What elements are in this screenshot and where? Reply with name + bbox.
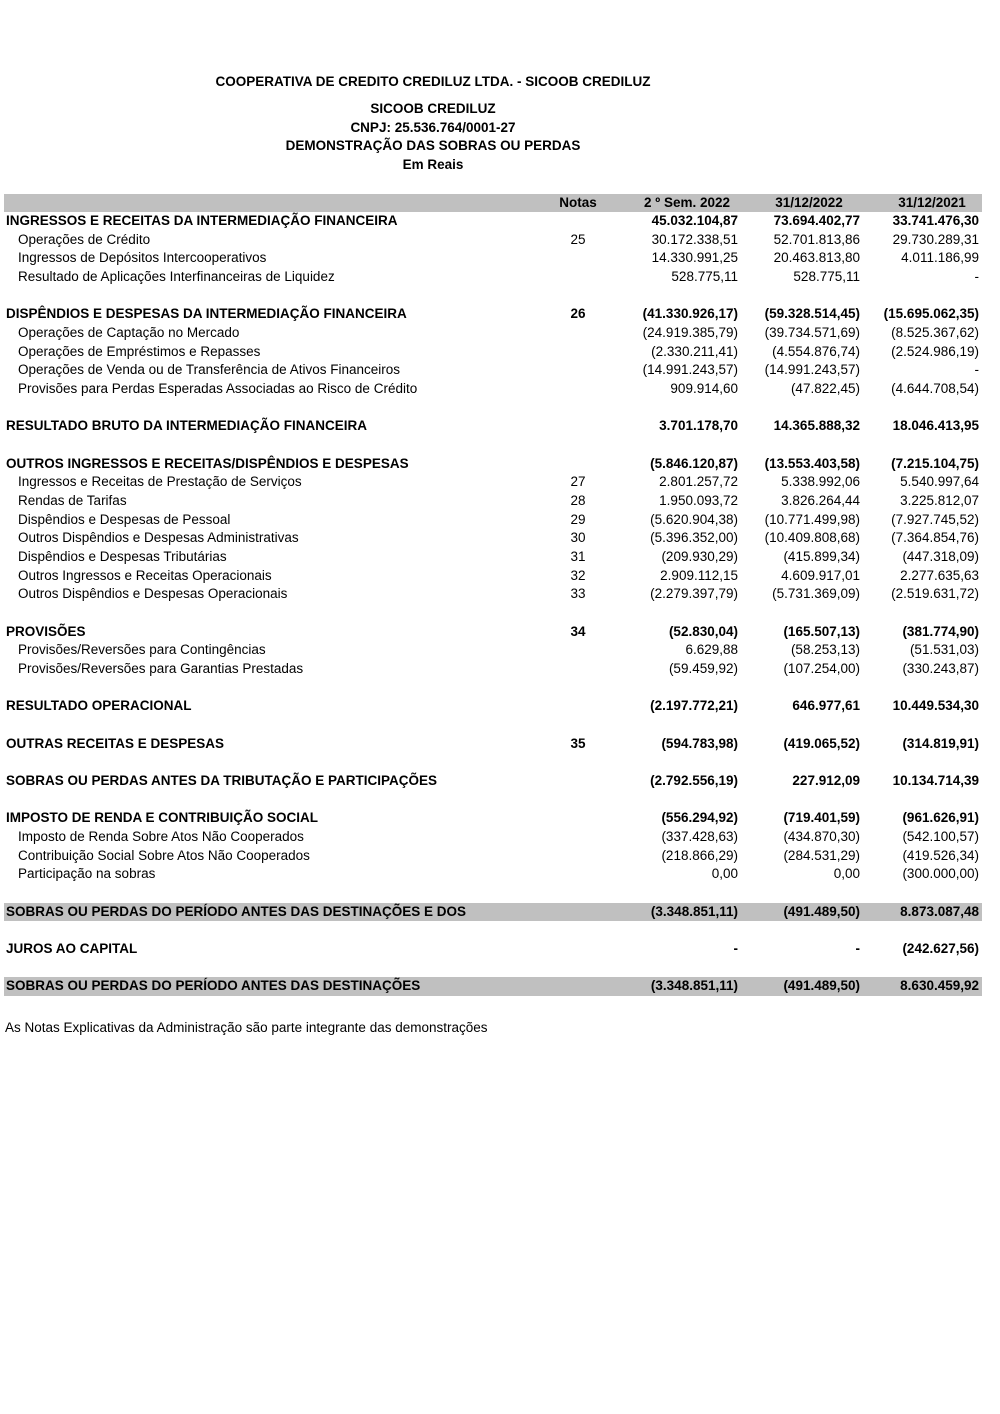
section-row: [4, 305, 982, 324]
table-row: [4, 361, 982, 380]
value-2022: (10.771.499,98): [764, 511, 860, 527]
value-2022: (284.531,29): [783, 847, 860, 863]
row-label: OUTROS INGRESSOS E RECEITAS/DISPÊNDIOS E DESPESAS: [6, 455, 409, 471]
value-2021: (542.100,57): [902, 828, 979, 844]
footer-note: As Notas Explicativas da Administração são parte integrante das demonstrações: [5, 1020, 488, 1035]
value-2021: (330.243,87): [902, 661, 979, 677]
table-row: [4, 529, 982, 548]
row-label: Resultado de Aplicações Interfinanceiras de Liquidez: [18, 269, 335, 285]
value-2sem-2022: 1.950.093,72: [659, 493, 738, 509]
value-2022: (434.870,30): [783, 828, 860, 844]
value-2sem-2022: 3.701.178,70: [659, 418, 738, 434]
column-header-notas: Notas: [559, 195, 597, 210]
value-2022: (47.822,45): [790, 381, 860, 397]
value-2022: 4.609.917,01: [781, 567, 860, 583]
row-label: Provisões/Reversões para Garantias Prestadas: [18, 661, 304, 677]
value-2021: (51.531,03): [909, 642, 979, 658]
row-label: SOBRAS OU PERDAS ANTES DA TRIBUTAÇÃO E PARTICIPAÇÕES: [6, 772, 438, 788]
value-2021: 8.630.459,92: [900, 978, 979, 994]
row-label: Operações de Captação no Mercado: [18, 325, 240, 341]
value-2sem-2022: (5.846.120,87): [650, 455, 738, 471]
value-2sem-2022: (2.279.397,79): [650, 586, 738, 602]
row-label: Outros Dispêndios e Despesas Operacionais: [18, 586, 288, 602]
table-row: [4, 268, 982, 287]
section-row: [4, 417, 982, 436]
short-name: SICOOB CREDILUZ: [370, 101, 496, 116]
row-label: Provisões/Reversões para Contingências: [18, 642, 266, 658]
value-2021: (314.819,91): [902, 735, 979, 751]
value-2021: 5.540.997,64: [900, 474, 979, 490]
value-2021: (961.626,91): [902, 810, 979, 826]
value-2022: (415.899,34): [783, 549, 860, 565]
value-2sem-2022: 2.801.257,72: [659, 474, 738, 490]
currency-label: Em Reais: [402, 157, 464, 172]
row-label: JUROS AO CAPITAL: [6, 940, 138, 956]
value-2sem-2022: 6.629,88: [685, 642, 738, 658]
value-2022: 73.694.402,77: [773, 213, 860, 228]
value-2021: 2.277.635,63: [900, 567, 979, 583]
value-2021: (4.644.708,54): [891, 381, 979, 397]
value-2022: (39.734.571,69): [764, 325, 860, 341]
row-nota: 34: [570, 623, 586, 639]
statement-title: DEMONSTRAÇÃO DAS SOBRAS OU PERDAS: [285, 138, 581, 153]
value-2022: (4.554.876,74): [772, 343, 860, 359]
value-2sem-2022: (14.991.243,57): [642, 362, 738, 378]
row-label: Outros Ingressos e Receitas Operacionais: [18, 567, 272, 583]
total-row: [4, 977, 982, 996]
value-2021: 18.046.413,95: [892, 418, 979, 434]
table-row: [4, 231, 982, 250]
value-2sem-2022: 45.032.104,87: [651, 213, 738, 228]
section-row: [4, 940, 982, 959]
value-2022: (491.489,50): [783, 978, 860, 994]
row-label: Imposto de Renda Sobre Atos Não Cooperados: [18, 828, 304, 844]
row-spacer: [4, 753, 982, 772]
row-label: Operações de Empréstimos e Repasses: [18, 343, 261, 359]
company-name: COOPERATIVA DE CREDITO CREDILUZ LTDA. - SICOOB CREDILUZ: [215, 74, 651, 89]
table-row: [4, 473, 982, 492]
value-2021: 4.011.186,99: [901, 250, 979, 266]
table-row: [4, 343, 982, 362]
section-row: [4, 697, 982, 716]
row-label: INGRESSOS E RECEITAS DA INTERMEDIAÇÃO FINANCEIRA: [6, 213, 398, 228]
value-2021: (447.318,09): [902, 549, 979, 565]
section-row: [4, 809, 982, 828]
value-2021: (419.526,34): [902, 847, 979, 863]
value-2sem-2022: (59.459,92): [668, 661, 738, 677]
row-nota: 35: [570, 735, 586, 751]
value-2022: 3.826.264,44: [781, 493, 860, 509]
value-2022: (419.065,52): [783, 735, 860, 751]
column-header-2021: 31/12/2021: [898, 195, 966, 210]
section-row: [4, 623, 982, 642]
value-2022: (165.507,13): [783, 623, 860, 639]
value-2022: -: [855, 940, 860, 956]
value-2sem-2022: 30.172.338,51: [651, 231, 738, 247]
row-spacer: [4, 884, 982, 903]
section-row: [4, 455, 982, 474]
value-2sem-2022: (594.783,98): [661, 735, 738, 751]
value-2sem-2022: 14.330.991,25: [651, 250, 738, 266]
row-label: Ingressos de Depósitos Intercooperativos: [18, 250, 267, 266]
value-2021: (2.519.631,72): [891, 586, 979, 602]
value-2021: 29.730.289,31: [892, 231, 979, 247]
value-2022: 14.365.888,32: [773, 418, 860, 434]
value-2022: (13.553.403,58): [764, 455, 860, 471]
table-row: [4, 567, 982, 586]
row-label: SOBRAS OU PERDAS DO PERÍODO ANTES DAS DESTINAÇÕES E DOS: [6, 903, 467, 919]
table-row: [4, 548, 982, 567]
row-label: SOBRAS OU PERDAS DO PERÍODO ANTES DAS DESTINAÇÕES: [6, 978, 421, 994]
row-nota: 29: [570, 511, 586, 527]
table-row: [4, 660, 982, 679]
table-row: [4, 380, 982, 399]
section-row: [4, 735, 982, 754]
column-header-2sem-2022: 2 º Sem. 2022: [644, 195, 730, 210]
row-label: Participação na sobras: [18, 866, 156, 882]
value-2021: -: [974, 362, 979, 378]
row-spacer: [4, 921, 982, 940]
income-statement-table: [4, 194, 982, 996]
table-header: [4, 194, 982, 212]
value-2sem-2022: (5.620.904,38): [650, 511, 738, 527]
value-2022: 20.463.813,80: [773, 250, 860, 266]
row-spacer: [4, 287, 982, 306]
value-2sem-2022: 0,00: [711, 866, 738, 882]
value-2021: (15.695.062,35): [883, 306, 979, 322]
row-label: Ingressos e Receitas de Prestação de Serviços: [18, 474, 302, 490]
table-row: [4, 865, 982, 884]
value-2sem-2022: 528.775,11: [671, 269, 738, 285]
value-2022: (10.409.808,68): [764, 530, 860, 546]
row-spacer: [4, 791, 982, 810]
value-2sem-2022: (3.348.851,11): [650, 903, 738, 919]
value-2sem-2022: (41.330.926,17): [642, 306, 738, 322]
row-spacer: [4, 679, 982, 698]
value-2022: 646.977,61: [792, 698, 860, 714]
table-row: [4, 511, 982, 530]
value-2sem-2022: 909.914,60: [670, 381, 738, 397]
value-2sem-2022: (2.792.556,19): [650, 772, 738, 788]
row-label: DISPÊNDIOS E DESPESAS DA INTERMEDIAÇÃO FINANCEIRA: [6, 306, 407, 322]
value-2022: (491.489,50): [783, 903, 860, 919]
row-label: RESULTADO OPERACIONAL: [6, 698, 192, 714]
row-nota: 31: [570, 549, 586, 565]
value-2022: 5.338.992,06: [781, 474, 860, 490]
table-row: [4, 847, 982, 866]
value-2021: (2.524.986,19): [891, 343, 979, 359]
row-label: Dispêndios e Despesas de Pessoal: [18, 511, 231, 527]
total-row: [4, 903, 982, 922]
value-2sem-2022: (337.428,63): [661, 828, 738, 844]
value-2021: (7.364.854,76): [891, 530, 979, 546]
table-row: [4, 828, 982, 847]
value-2021: 8.873.087,48: [900, 903, 979, 919]
value-2sem-2022: (556.294,92): [661, 810, 738, 826]
row-label: Operações de Venda ou de Transferência de Ativos Financeiros: [18, 362, 400, 378]
value-2021: -: [974, 269, 979, 285]
value-2sem-2022: (2.197.772,21): [650, 698, 738, 714]
value-2022: (5.731.369,09): [772, 586, 860, 602]
row-nota: 25: [570, 231, 586, 247]
value-2021: (381.774,90): [902, 623, 979, 639]
row-label: PROVISÕES: [6, 623, 86, 639]
cnpj: CNPJ: 25.536.764/0001-27: [350, 120, 516, 135]
row-spacer: [4, 436, 982, 455]
row-nota: 30: [570, 530, 586, 546]
value-2sem-2022: (52.830,04): [668, 623, 738, 639]
row-label: Contribuição Social Sobre Atos Não Cooperados: [18, 847, 310, 863]
row-nota: 33: [570, 586, 586, 602]
table-row: [4, 641, 982, 660]
row-label: Operações de Crédito: [18, 231, 151, 247]
value-2022: (14.991.243,57): [764, 362, 860, 378]
row-label: RESULTADO BRUTO DA INTERMEDIAÇÃO FINANCEIRA: [6, 418, 367, 434]
value-2sem-2022: (218.866,29): [661, 847, 738, 863]
value-2022: 227.912,09: [792, 772, 860, 788]
value-2021: 10.449.534,30: [892, 698, 979, 714]
value-2sem-2022: (2.330.211,41): [651, 343, 738, 359]
row-label: IMPOSTO DE RENDA E CONTRIBUIÇÃO SOCIAL: [6, 810, 319, 826]
row-nota: 26: [570, 306, 586, 322]
table-row: [4, 585, 982, 604]
row-nota: 28: [570, 493, 586, 509]
value-2022: (58.253,13): [790, 642, 860, 658]
value-2021: (242.627,56): [902, 940, 979, 956]
value-2sem-2022: (24.919.385,79): [642, 325, 738, 341]
value-2022: 528.775,11: [793, 269, 860, 285]
value-2022: (107.254,00): [783, 661, 860, 677]
value-2022: 52.701.813,86: [773, 231, 860, 247]
column-header-2022: 31/12/2022: [775, 195, 843, 210]
table-row: [4, 492, 982, 511]
row-label: Provisões para Perdas Esperadas Associadas ao Risco de Crédito: [18, 381, 418, 397]
value-2sem-2022: 2.909.112,15: [660, 567, 738, 583]
value-2sem-2022: (5.396.352,00): [650, 530, 738, 546]
row-label: Rendas de Tarifas: [18, 493, 127, 509]
row-spacer: [4, 959, 982, 978]
value-2sem-2022: (209.930,29): [661, 549, 738, 565]
row-spacer: [4, 716, 982, 735]
value-2021: (7.215.104,75): [891, 455, 979, 471]
value-2021: 10.134.714,39: [892, 772, 979, 788]
value-2022: (719.401,59): [783, 810, 860, 826]
row-spacer: [4, 399, 982, 418]
section-row: [4, 772, 982, 791]
table-row: [4, 324, 982, 343]
value-2021: (8.525.367,62): [891, 325, 979, 341]
table-row: [4, 249, 982, 268]
value-2021: 3.225.812,07: [900, 493, 979, 509]
value-2022: 0,00: [833, 866, 860, 882]
value-2021: (300.000,00): [902, 866, 979, 882]
row-label: Dispêndios e Despesas Tributárias: [18, 549, 227, 565]
row-nota: 27: [570, 474, 586, 490]
row-spacer: [4, 604, 982, 623]
value-2021: (7.927.745,52): [891, 511, 979, 527]
value-2sem-2022: (3.348.851,11): [650, 978, 738, 994]
row-label: OUTRAS RECEITAS E DESPESAS: [6, 735, 225, 751]
section-row: [4, 212, 982, 231]
value-2021: 33.741.476,30: [892, 213, 979, 228]
value-2022: (59.328.514,45): [764, 306, 860, 322]
row-label: Outros Dispêndios e Despesas Administrativas: [18, 530, 299, 546]
value-2sem-2022: -: [733, 940, 738, 956]
row-nota: 32: [570, 567, 586, 583]
